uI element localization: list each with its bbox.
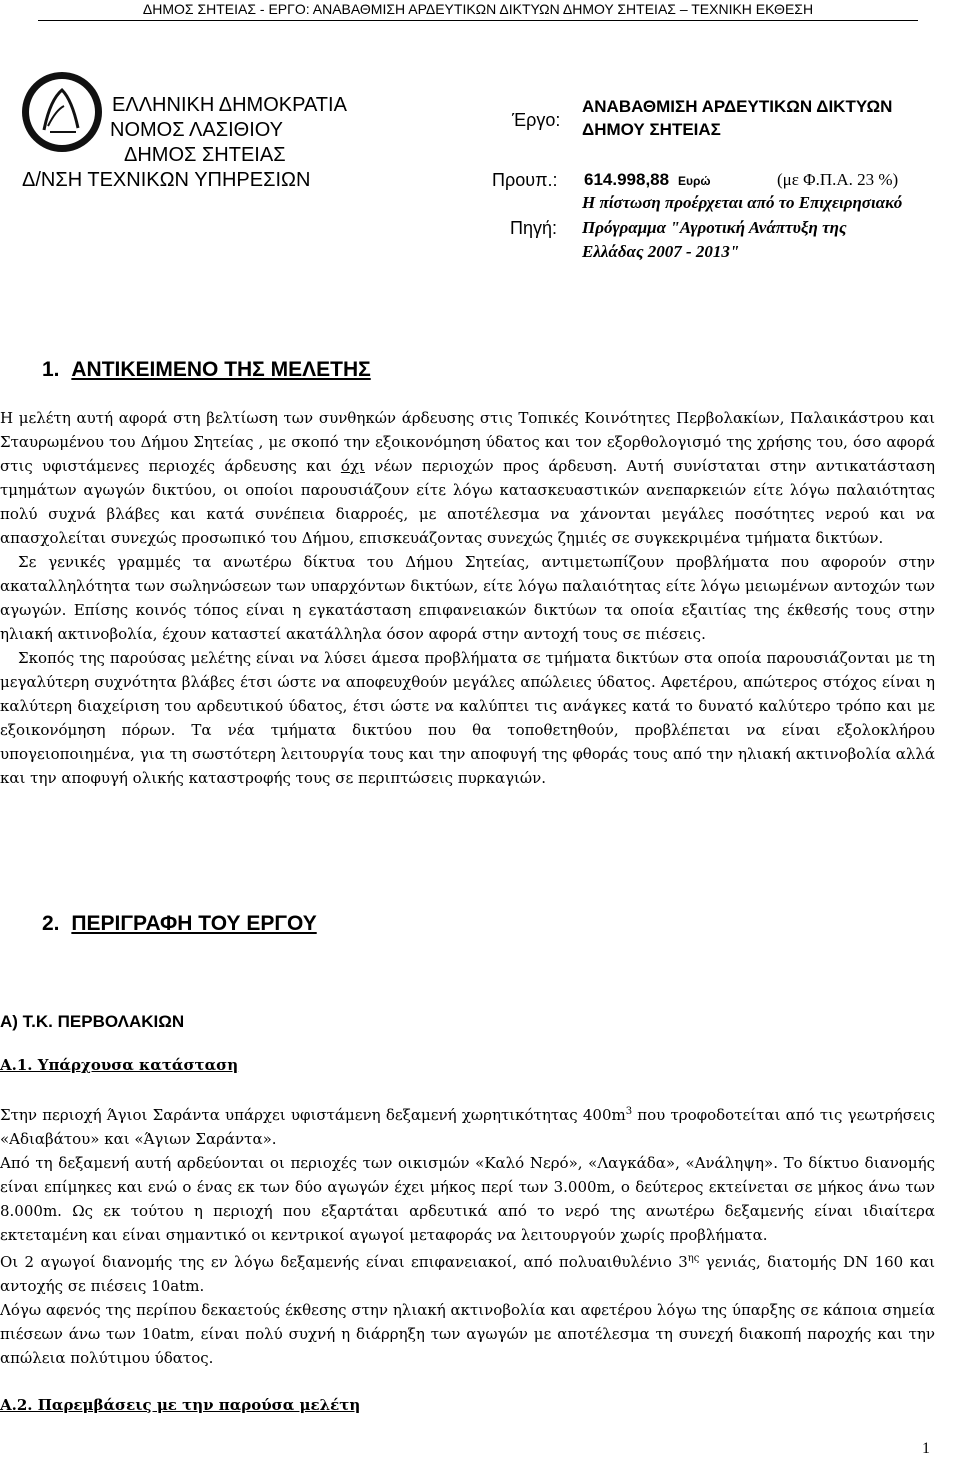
section-1-paragraph-2: Σε γενικές γραμμές τα ανωτέρω δίκτυα του Δήμου Σητείας, αντιμετωπίζουν προβλήματα που αφορούν στην ακαταλληλότητα των σωληνώσεων των υπαρχόντων δικτύων, είτε λόγω παλαιότητας είτε λόγω μειωμένων αντοχών των αγωγών. Επίσης κοινός τόπος είναι η εγκατάσταση επιφανειακών δικτύων τα οποία εξαιτίας της έκθεσής τους στην ηλιακή ακτινοβολία, έχουν καταστεί ακατάλληλα όσον αφορά στην αντοχή τους σε πιέσεις. — [0, 553, 935, 643]
authority-line-4: Δ/ΝΣΗ ΤΕΧΝΙΚΩΝ ΥΠΗΡΕΣΙΩΝ — [22, 169, 311, 191]
section-1-paragraph-3: Σκοπός της παρούσας μελέτης είναι να λύσει άμεσα προβλήματα σε τμήματα δικτύων στα οποία παρουσιάζονται με τη μεγαλύτερη συχνότητα βλάβες έτσι ώστε να αποφευχθούν μεγάλες απώλειες ύδατος. Αφετέρου, απώτερος στόχος είναι η καλύτερη διαχείριση του αρδευτικού ύδατος, έτσι ώστε να καλύπτει τις ανάγκες κατά το δυνατό καλύτερο τρόπο και με εξοικονόμηση πόρων. Τα νέα τμήματα δικτύου που θα τοποθετηθούν, προβλέπεται να είναι εξολοκλήρου υπογειοποιημένα, για τη σωστότερη λειτουργία τους και την αποφυγή της φθοράς τους από την ηλιακή ακτινοβολία αλλά και την αποφυγή ολικής καταστροφής τους σε περιπτώσεις πυρκαγιών. — [0, 649, 935, 787]
subsection-a1-body — [0, 1100, 935, 1370]
section-1-number: 1. — [42, 358, 60, 381]
a1-paragraph-2: Από τη δεξαμενή αυτή αρδεύονται οι περιοχές των οικισμών «Καλό Νερό», «Λαγκάδα», «Ανάληψη». Το δίκτυο διανομής είναι επίμηκες και ενώ ο ένας εκ των δύο αγωγών έχει μήκος περί των 3.000m, ο δεύτερος εκτείνεται σε μήκος άνω των 8.000m. Ως εκ τούτου η περιοχή που εξαρτάται αρδευτικά από το νερό της ανωτέρω δεξαμενής είναι ιδιαίτερα εκτεταμένη και είναι σημαντικό οι κεντρικοί αγωγοί μεταφοράς να λειτουργούν χωρίς προβλήματα. — [0, 1154, 935, 1244]
subsection-a1-heading: Α.1. Υπάρχουσα κατάσταση — [0, 1056, 239, 1074]
budget-vat: (με Φ.Π.Α. 23 %) — [777, 170, 899, 189]
budget-label: Προυπ.: — [492, 170, 558, 190]
source-line-3: Ελλάδας 2007 - 2013" — [582, 242, 740, 261]
section-2-number: 2. — [42, 912, 60, 935]
authority-line-2: ΝΟΜΟΣ ΛΑΣΙΘΙΟΥ — [110, 119, 284, 141]
page-number: 1 — [922, 1440, 930, 1457]
municipality-seal-logo — [20, 70, 104, 154]
section-2-title: ΠΕΡΙΓΡΑΦΗ ΤΟΥ ΕΡΓΟΥ — [71, 912, 317, 935]
subsection-a-heading: Α) Τ.Κ. ΠΕΡΒΟΛΑΚΙΩΝ — [0, 1012, 185, 1031]
project-title-line-2: ΔΗΜΟΥ ΣΗΤΕΙΑΣ — [582, 120, 721, 139]
source-label: Πηγή: — [510, 218, 558, 238]
running-header: ΔΗΜΟΣ ΣΗΤΕΙΑΣ - ΕΡΓΟ: ΑΝΑΒΑΘΜΙΣΗ ΑΡΔΕΥΤΙΚΩΝ ΔΙΚΤΥΩΝ ΔΗΜΟΥ ΣΗΤΕΙΑΣ – ΤΕΧΝΙΚΗ ΕΚΘΕΣΗ — [38, 0, 918, 21]
subsection-a2-heading: Α.2. Παρεμβάσεις με την παρούσα μελέτη — [0, 1396, 361, 1414]
authority-line-3: ΔΗΜΟΣ ΣΗΤΕΙΑΣ — [124, 144, 286, 166]
section-2-heading — [42, 912, 317, 936]
budget-currency: Ευρώ — [678, 174, 711, 188]
section-1-body — [0, 406, 935, 790]
section-1-paragraph-1: Η μελέτη αυτή αφορά στη βελτίωση των συνθηκών άρδευσης στις Τοπικές Κοινότητες Περβολακίων, Παλαικάστρου και Σταυρωμένου του Δήμου Σητείας , με σκοπό την εξοικονόμηση ύδατος και τον εξορθολογισμό της χρήσης του, όσο αφορά στις υφιστάμενες περιοχές άρδευσης και όχι νέων περιοχών προς άρδευση. Αυτή συνίσταται στην αντικατάσταση τμημάτων αγωγών δικτύου, οι οποίοι παρουσιάζουν είτε λόγω κατασκευαστικών ανεπαρκειών είτε λόγω παλαιότητας πολύ συχνά βλάβες και κατά συνέπεια διαρροές, με αποτέλεσμα να χάνονται μεγάλες ποσότητες νερού και να απασχολείται συνεχώς προσωπικό του Δήμου, επισκευάζοντας συνεχώς ζημιές σε συγκεκριμένα τμήματα δικτύων. — [0, 409, 935, 547]
project-label: Έργο: — [512, 110, 561, 130]
project-title-line-1: ΑΝΑΒΑΘΜΙΣΗ ΑΡΔΕΥΤΙΚΩΝ ΔΙΚΤΥΩΝ — [582, 97, 893, 116]
source-line-2: Πρόγραμμα "Αγροτική Ανάπτυξη της — [582, 218, 847, 237]
section-1-heading — [42, 358, 371, 382]
source-line-1: Η πίστωση προέρχεται από το Επιχειρησιακό — [582, 193, 903, 212]
a1-paragraph-1: Στην περιοχή Άγιοι Σαράντα υπάρχει υφιστάμενη δεξαμενή χωρητικότητας $400m^3$ που τροφοδοτείται από τις γεωτρήσεις «Αδιαβάτου» και «Άγιων Σαράντα». — [0, 1106, 935, 1148]
authority-line-1: ΕΛΛΗΝΙΚΗ ΔΗΜΟΚΡΑΤΙΑ — [112, 94, 347, 116]
budget-amount: 614.998,88 — [584, 170, 670, 189]
section-1-title: ΑΝΤΙΚΕΙΜΕΝΟ ΤΗΣ ΜΕΛΕΤΗΣ — [71, 358, 371, 381]
a1-paragraph-3: Οι 2 αγωγοί διανομής της εν λόγω δεξαμενής είναι επιφανειακοί, από πολυαιθυλένιο $3^{\eta\varsigma}$ γενιάς, διατομής DN 160 και αντοχής σε πιέσεις 10atm. — [0, 1253, 935, 1295]
a1-paragraph-4: Λόγω αφενός της περίπου δεκαετούς έκθεσης στην ηλιακή ακτινοβολία και αφετέρου λόγω της ύπαρξης σε κάποια σημεία πιέσεων άνω των 10atm, είναι πολύ συχνή η διάρρηξη των αγωγών με αποτέλεσμα τη συνεχή διακοπή παροχής και την απώλεια πολύτιμου ύδατος. — [0, 1301, 935, 1367]
